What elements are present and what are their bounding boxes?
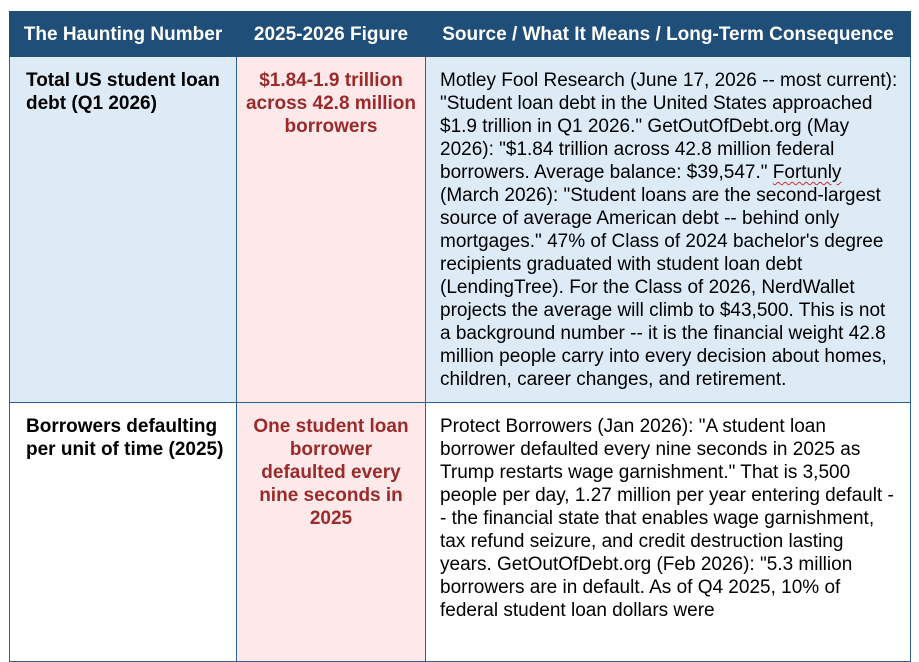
header-figure: 2025-2026 Figure xyxy=(237,12,426,57)
header-row xyxy=(10,12,911,57)
data-table xyxy=(9,11,911,662)
metric-cell: Borrowers defaulting per unit of time (2025) xyxy=(10,403,237,662)
metric-cell: Total US student loan debt (Q1 2026) xyxy=(10,57,237,403)
spellcheck-flagged-word: Fortunly xyxy=(772,162,842,183)
table-row xyxy=(10,57,911,403)
figure-cell: One student loan borrower defaulted every nine seconds in 2025 xyxy=(237,403,426,662)
source-cell: Protect Borrowers (Jan 2026): "A student loan borrower defaulted every nine seconds in 2025 as Trump restarts wage garnishment." That is 3,500 people per day, 1.27 million per year entering default -- the financial state that enables wage garnishment, tax refund seizure, and credit destruction lasting years. GetOutOfDebt.org (Feb 2026): "5.3 million borrowers are in default. As of Q4 2025, 10% of federal student loan dollars were xyxy=(426,403,911,662)
figure-cell: $1.84-1.9 trillion across 42.8 million borrowers xyxy=(237,57,426,403)
source-text-continued: (March 2026): "Student loans are the second-largest source of average American debt -- behind only mortgages." 47% of Class of 2024 bachelor's degree recipients graduated with student loan debt (LendingTree). For the Class of 2026, NerdWallet projects the average will climb to $43,500. This is not a background number -- it is the financial weight 42.8 million people carry into every decision about homes, children, career changes, and retirement. xyxy=(440,185,887,390)
source-cell xyxy=(426,57,911,403)
header-haunting-number: The Haunting Number xyxy=(10,12,237,57)
source-text: Motley Fool Research (June 17, 2026 -- most current): "Student loan debt in the United States approached $1.9 trillion in Q1 2026." GetOutOfDebt.org (May 2026): "$1.84 trillion across 42.8 million federal borrowers. Average balance: $39,547." xyxy=(440,70,898,183)
table-row xyxy=(10,403,911,662)
header-source: Source / What It Means / Long-Term Consequence xyxy=(426,12,911,57)
